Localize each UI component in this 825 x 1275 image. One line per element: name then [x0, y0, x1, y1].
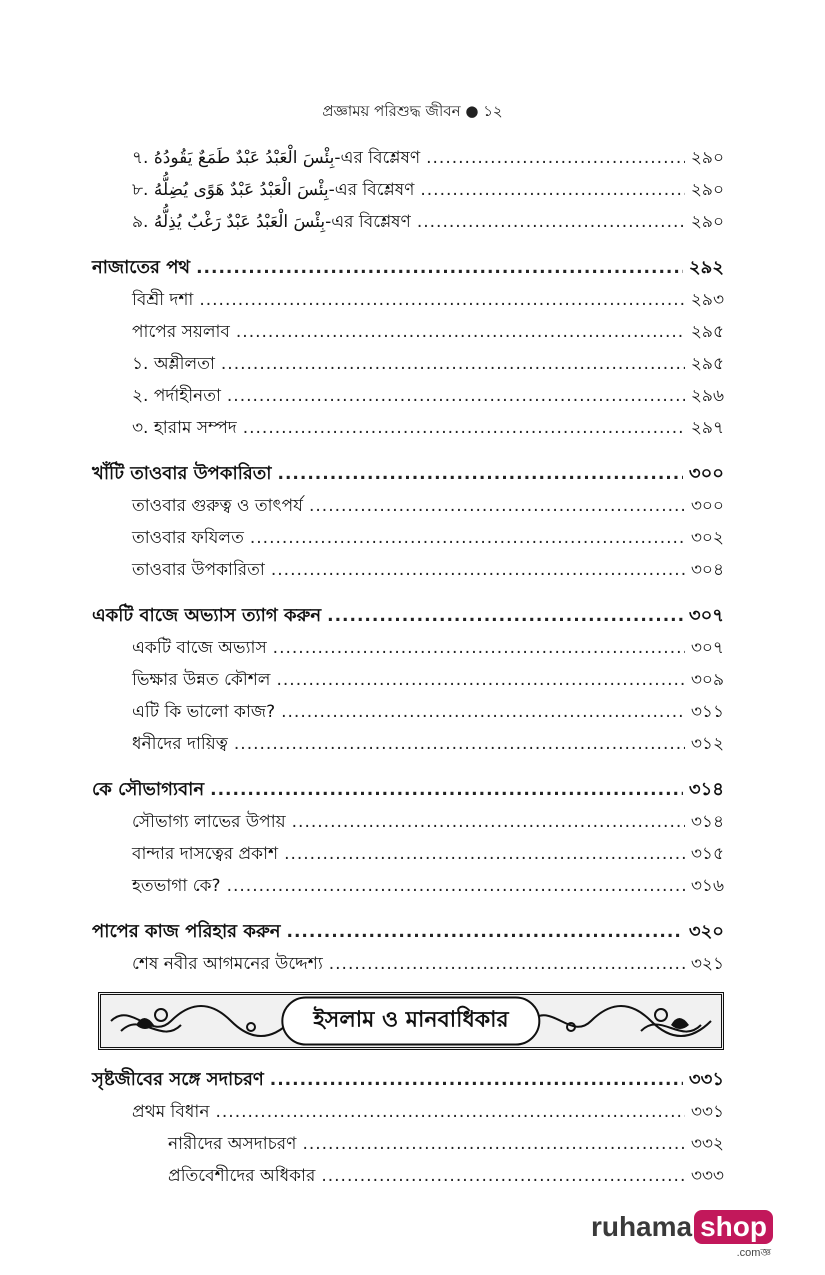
toc-entry [92, 948, 724, 980]
leader-dots [417, 206, 685, 238]
leader-dots [243, 412, 685, 444]
chapter-title: সৃষ্টজীবের সঙ্গে সদাচরণ [92, 1069, 264, 1090]
entry-title: একটি বাজে অভ্যাস [132, 638, 267, 658]
page-number: ২৯৫ [690, 354, 724, 374]
toc-entry [92, 632, 724, 664]
leader-dots [292, 806, 685, 838]
entry-title: পাপের সয়লাব [132, 322, 230, 342]
toc-entry [92, 696, 724, 728]
toc-entry [92, 806, 724, 838]
toc-entry [92, 284, 724, 316]
page-number: ৩০৪ [690, 560, 724, 580]
page-number: ৩০২ [690, 528, 724, 548]
watermark-logo [590, 1210, 773, 1259]
chapter-title: নাজাতের পথ [92, 257, 191, 278]
leader-dots [276, 664, 684, 696]
leader-dots [287, 916, 683, 948]
toc-entry-label: ৮. بِئْسَ الْعَبْدُ عَبْدٌ هَوًى يُضِلُّهُ-এর বিশ্লেষণ [132, 180, 415, 200]
arabic-phrase: بِئْسَ الْعَبْدُ عَبْدٌ رَغْبٌ يُذِلُّهُ [153, 212, 326, 232]
toc-entry [92, 316, 724, 348]
chapter-title: খাঁটি তাওবার উপকারিতা [92, 463, 272, 484]
page-number: ৩০০ [690, 496, 724, 516]
entry-title: বিশ্রী দশা [132, 290, 194, 310]
page-number: ৩০৯ [690, 670, 724, 690]
leader-dots [271, 554, 685, 586]
entry-title: হতভাগা কে? [132, 876, 221, 896]
entry-title: তাওবার ফযিলত [132, 528, 244, 548]
toc-chapter [92, 1064, 724, 1096]
page-number: ২৯০ [690, 180, 724, 200]
leader-dots [234, 728, 685, 760]
entry-title: প্রথম বিধান [132, 1102, 210, 1122]
toc-arabic-entry-8 [92, 174, 724, 206]
page-number: ৩২০ [688, 921, 724, 942]
leader-dots [420, 174, 685, 206]
page-number: ৩২১ [690, 954, 724, 974]
toc-entry [92, 728, 724, 760]
entry-title: ধনীদের দায়িত্ব [132, 734, 228, 754]
entry-title: প্রতিবেশীদের অধিকার [168, 1166, 316, 1186]
leader-dots [227, 870, 685, 902]
entry-title: তাওবার গুরুত্ব ও তাৎপর্য [132, 496, 303, 516]
leader-dots [196, 252, 683, 284]
leader-dots [309, 490, 685, 522]
logo-domain: .comজ্ঞ [736, 1247, 771, 1259]
page-number: ২৯০ [690, 212, 724, 232]
entry-title: শেষ নবীর আগমনের উদ্দেশ্য [132, 954, 323, 974]
entry-title: নারীদের অসদাচরণ [168, 1134, 297, 1154]
entry-title: এটি কি ভালো কাজ? [132, 702, 276, 722]
leader-dots [284, 838, 685, 870]
toc-entry [92, 348, 724, 380]
leader-dots [270, 1064, 683, 1096]
page-number: ৩১৪ [688, 779, 724, 800]
leader-dots [210, 774, 683, 806]
entry-title: ২. পর্দাহীনতা [132, 386, 221, 406]
logo-brand-highlight: shop [694, 1210, 773, 1244]
leader-dots [426, 142, 685, 174]
page-number: ২৯৫ [690, 322, 724, 342]
leader-dots [321, 1160, 684, 1192]
toc-entry [92, 664, 724, 696]
toc-entry [92, 838, 724, 870]
page-number: ২৯০ [690, 148, 724, 168]
leader-dots [329, 948, 685, 980]
logo-brand: ruhama [590, 1211, 693, 1242]
running-header: প্রজ্ঞাময় পরিশুদ্ধ জীবন ● ১২ [322, 102, 503, 120]
page-number: ৩৩১ [688, 1069, 724, 1090]
page-number: ৩০৭ [688, 605, 724, 626]
page-number: ৩৩১ [690, 1102, 724, 1122]
leader-dots [277, 458, 682, 490]
leader-dots [273, 632, 685, 664]
chapter-title: পাপের কাজ পরিহার করুন [92, 921, 281, 942]
part-title: ইসলাম ও মানবাধিকার [281, 997, 540, 1046]
page-number: ৩১৬ [690, 876, 724, 896]
leader-dots [199, 284, 685, 316]
toc-subentry [92, 1128, 724, 1160]
entry-title: ভিক্ষার উন্নত কৌশল [132, 670, 271, 690]
page-number: ৩৩৩ [690, 1166, 724, 1186]
toc-chapter [92, 600, 724, 632]
arabic-phrase: بِئْسَ الْعَبْدُ عَبْدٌ طَمَعٌ يَقُودُهُ [153, 148, 335, 168]
toc-chapter [92, 774, 724, 806]
page-number: ৩১২ [690, 734, 724, 754]
table-of-contents [92, 142, 724, 1192]
page-number: ৩০০ [688, 463, 724, 484]
toc-subentry [92, 1160, 724, 1192]
leader-dots [302, 1128, 684, 1160]
toc-entry [92, 1096, 724, 1128]
page-number: ৩৩২ [690, 1134, 724, 1154]
page-number: ৩১৫ [690, 844, 724, 864]
arabic-phrase: بِئْسَ الْعَبْدُ عَبْدٌ هَوًى يُضِلُّهُ [153, 180, 329, 200]
part-banner [98, 992, 724, 1050]
page-number: ২৯৩ [690, 290, 724, 310]
page-number: ২৯৬ [690, 386, 724, 406]
page-number: ৩১১ [690, 702, 724, 722]
leader-dots [236, 316, 685, 348]
page-number: ২৯২ [688, 257, 724, 278]
leader-dots [281, 696, 685, 728]
toc-chapter [92, 252, 724, 284]
toc-entry [92, 522, 724, 554]
toc-arabic-entry-9 [92, 206, 724, 238]
chapter-title: কে সৌভাগ্যবান [92, 779, 205, 800]
chapter-title: একটি বাজে অভ্যাস ত্যাগ করুন [92, 605, 322, 626]
toc-chapter [92, 916, 724, 948]
toc-entry [92, 380, 724, 412]
toc-entry-label: ৭. بِئْسَ الْعَبْدُ عَبْدٌ طَمَعٌ يَقُودُهُ-এর বিশ্লেষণ [132, 148, 421, 168]
entry-title: ৩. হারাম সম্পদ [132, 418, 237, 438]
entry-title: সৌভাগ্য লাভের উপায় [132, 812, 286, 832]
page-number: ২৯৭ [690, 418, 724, 438]
leader-dots [221, 348, 685, 380]
page-number: ৩১৪ [690, 812, 724, 832]
page-number: ৩০৭ [690, 638, 724, 658]
leader-dots [227, 380, 685, 412]
toc-entry-label: ৯. بِئْسَ الْعَبْدُ عَبْدٌ رَغْبٌ يُذِلُّهُ-এর বিশ্লেষণ [132, 212, 411, 232]
entry-title: বান্দার দাসত্বের প্রকাশ [132, 844, 279, 864]
entry-title: ১. অশ্লীলতা [132, 354, 215, 374]
toc-entry [92, 490, 724, 522]
toc-entry [92, 870, 724, 902]
toc-entry [92, 554, 724, 586]
toc-chapter [92, 458, 724, 490]
entry-title: তাওবার উপকারিতা [132, 560, 265, 580]
toc-entry [92, 412, 724, 444]
leader-dots [250, 522, 685, 554]
leader-dots [215, 1096, 684, 1128]
toc-arabic-entry-7 [92, 142, 724, 174]
leader-dots [327, 600, 683, 632]
